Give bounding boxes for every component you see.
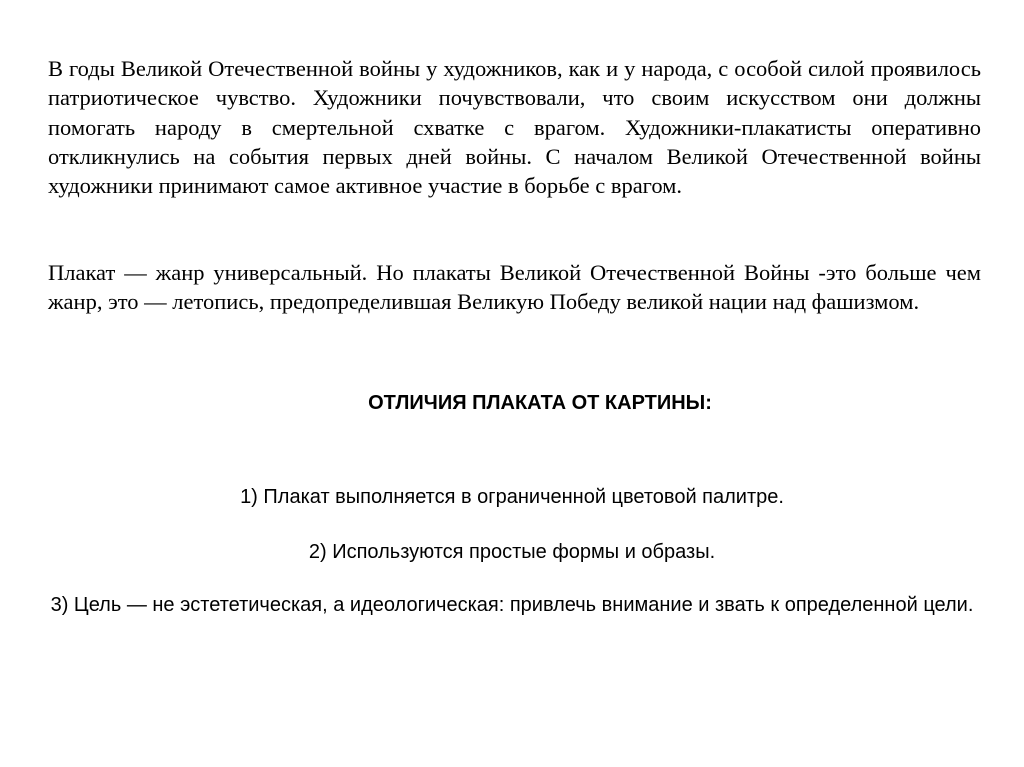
differences-heading: ОТЛИЧИЯ ПЛАКАТА ОТ КАРТИНЫ: bbox=[368, 392, 712, 414]
intro-paragraph: В годы Великой Отечественной войны у художников, как и у народа, с особой силой проявилось патриотическое чувство. Художники почувствовали, что своим искусством они должны помогать народу в смертельной схватке с врагом. Художники-плакатисты оперативно откликнулись на события первых дней войны. С началом Великой Отечественной войны художники принимают самое активное участие в борьбе с врагом. bbox=[48, 56, 981, 199]
difference-item-3: 3) Цель — не эстететическая, а идеологическая: привлечь внимание и звать к определенной цели. bbox=[50, 594, 974, 616]
difference-item-1: 1) Плакат выполняется в ограниченной цветовой палитре. bbox=[240, 486, 784, 508]
difference-item-2: 2) Используются простые формы и образы. bbox=[308, 541, 716, 563]
poster-genre-paragraph: Плакат — жанр универсальный. Но плакаты Великой Отечественной Войны -это больше чем жанр, это — летопись, предопределившая Великую Победу великой нации над фашизмом. bbox=[48, 260, 981, 315]
